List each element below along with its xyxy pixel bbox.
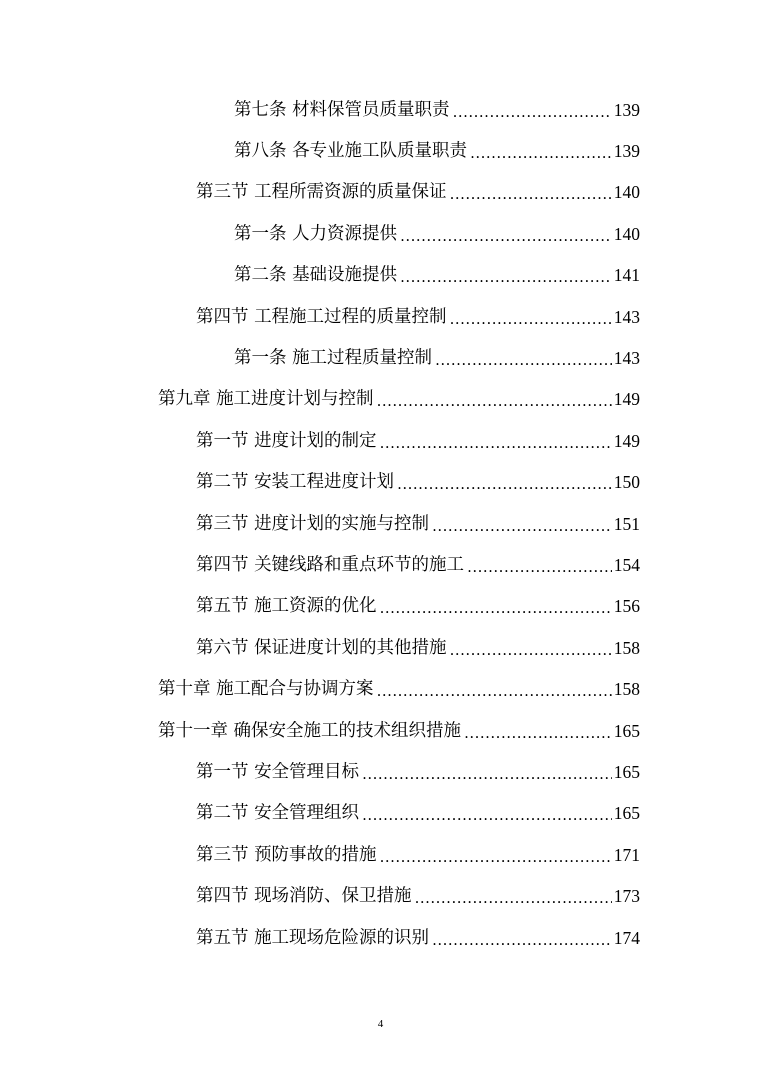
toc-dot-leader <box>400 265 612 289</box>
toc-entry-page: 173 <box>613 886 640 907</box>
toc-entry[interactable] <box>0 172 761 213</box>
toc-dot-leader <box>400 224 612 248</box>
toc-entry-title: 第一节 安全管理目标 <box>196 761 360 782</box>
toc-dot-leader <box>435 348 612 372</box>
toc-entry[interactable] <box>0 296 761 337</box>
toc-dot-leader <box>432 514 612 538</box>
toc-entry[interactable] <box>0 503 761 544</box>
toc-entry-page: 171 <box>613 844 640 865</box>
toc-entry[interactable] <box>0 834 761 875</box>
toc-entry-page: 156 <box>613 596 640 617</box>
toc-entry[interactable] <box>0 668 761 709</box>
toc-entry[interactable] <box>0 213 761 254</box>
toc-entry-page: 140 <box>613 223 640 244</box>
toc-entry[interactable] <box>0 462 761 503</box>
toc-entry-page: 150 <box>613 472 640 493</box>
toc-entry-title: 第三节 工程所需资源的质量保证 <box>196 182 447 203</box>
toc-entry[interactable] <box>0 875 761 916</box>
toc-entry-page: 158 <box>613 679 640 700</box>
toc-entry-page: 165 <box>613 720 640 741</box>
toc-entry-page: 174 <box>613 927 640 948</box>
toc-entry[interactable] <box>0 89 761 130</box>
toc-entry[interactable] <box>0 751 761 792</box>
toc-entry[interactable] <box>0 793 761 834</box>
toc-entry[interactable] <box>0 255 761 296</box>
toc-dot-leader <box>380 596 612 620</box>
toc-entry-title: 第七条 材料保管员质量职责 <box>234 99 450 120</box>
toc-entry-title: 第三节 进度计划的实施与控制 <box>196 513 430 534</box>
toc-dot-leader <box>362 762 612 786</box>
toc-entry-page: 140 <box>613 182 640 203</box>
toc-entry-page: 143 <box>613 306 640 327</box>
toc-entry-title: 第五节 施工现场危险源的识别 <box>196 927 430 948</box>
toc-entry[interactable] <box>0 420 761 461</box>
toc-entry-page: 149 <box>613 389 640 410</box>
toc-entry[interactable] <box>0 627 761 668</box>
toc-dot-leader <box>377 389 612 413</box>
toc-dot-leader <box>464 721 612 745</box>
toc-entry-title: 第一条 施工过程质量控制 <box>234 348 433 369</box>
toc-entry-title: 第四节 关键线路和重点环节的施工 <box>196 554 465 575</box>
toc-dot-leader <box>432 928 612 952</box>
toc-entry-page: 154 <box>613 554 640 575</box>
toc-entry-title: 第三节 预防事故的措施 <box>196 844 377 865</box>
toc-entry-title: 第五节 施工资源的优化 <box>196 596 377 617</box>
toc-dot-leader <box>362 803 612 827</box>
toc-dot-leader <box>450 182 612 206</box>
toc-entry[interactable] <box>0 917 761 958</box>
toc-entry[interactable] <box>0 379 761 420</box>
toc-dot-leader <box>380 431 612 455</box>
toc-entry-title: 第九章 施工进度计划与控制 <box>158 389 374 410</box>
toc-entry-page: 165 <box>613 803 640 824</box>
toc-dot-leader <box>450 307 612 331</box>
toc-entry-title: 第四节 工程施工过程的质量控制 <box>196 306 447 327</box>
toc-entry[interactable] <box>0 586 761 627</box>
toc-dot-leader <box>397 472 612 496</box>
toc-dot-leader <box>450 638 612 662</box>
table-of-contents <box>0 89 761 958</box>
toc-entry-page: 151 <box>613 513 640 534</box>
toc-dot-leader <box>380 845 612 869</box>
page-number: 4 <box>377 1018 384 1030</box>
toc-entry-title: 第四节 现场消防、保卫措施 <box>196 886 412 907</box>
toc-entry-page: 139 <box>613 99 640 120</box>
toc-entry[interactable] <box>0 544 761 585</box>
toc-entry-page: 143 <box>613 348 640 369</box>
toc-entry-title: 第二节 安装工程进度计划 <box>196 472 395 493</box>
toc-dot-leader <box>453 100 612 124</box>
toc-dot-leader <box>415 886 612 910</box>
toc-entry-page: 141 <box>613 265 640 286</box>
toc-entry-page: 149 <box>613 430 640 451</box>
toc-dot-leader <box>377 679 612 703</box>
toc-entry-title: 第十章 施工配合与协调方案 <box>158 679 374 700</box>
toc-entry-title: 第八条 各专业施工队质量职责 <box>234 141 468 162</box>
toc-entry-title: 第六节 保证进度计划的其他措施 <box>196 637 447 658</box>
toc-entry-page: 158 <box>613 637 640 658</box>
toc-entry-title: 第一条 人力资源提供 <box>234 223 398 244</box>
toc-entry[interactable] <box>0 710 761 751</box>
toc-entry-title: 第二节 安全管理组织 <box>196 803 360 824</box>
toc-entry-title: 第一节 进度计划的制定 <box>196 430 377 451</box>
toc-entry-title: 第二条 基础设施提供 <box>234 265 398 286</box>
toc-entry-title: 第十一章 确保安全施工的技术组织措施 <box>158 720 462 741</box>
toc-entry[interactable] <box>0 130 761 171</box>
toc-dot-leader <box>470 141 612 165</box>
toc-entry-page: 139 <box>613 141 640 162</box>
toc-dot-leader <box>467 555 612 579</box>
toc-entry-page: 165 <box>613 761 640 782</box>
toc-entry[interactable] <box>0 337 761 378</box>
